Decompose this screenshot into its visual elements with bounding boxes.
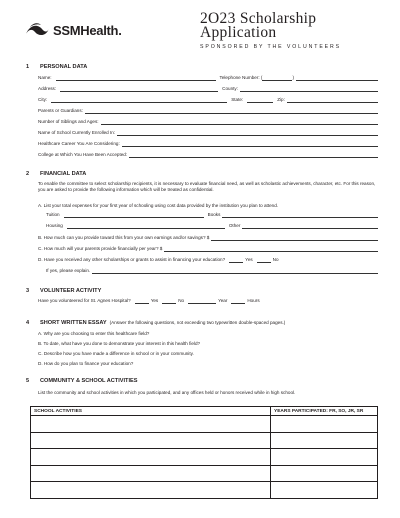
volunteer-year-label: Year	[218, 298, 228, 303]
table-row	[31, 449, 378, 466]
logo-text: SSMHealth.	[53, 22, 122, 38]
section-title: SHORT WRITTEN ESSAY	[40, 320, 107, 326]
career-label: Healthcare Career You Are Considering:	[38, 141, 120, 146]
essay-question-a: A. Why are you choosing to enter this healthcare field?	[38, 331, 150, 336]
question-d-label: D. Have you received any other scholarships or grants to assist in financing your education?	[38, 257, 226, 262]
volunteer-yes-label: Yes	[150, 298, 159, 303]
years-cell[interactable]	[271, 449, 378, 466]
section-number: 3	[26, 288, 30, 294]
section-title: PERSONAL DATA	[40, 64, 88, 70]
volunteer-hours-label: Hours	[247, 298, 260, 303]
housing-row	[46, 223, 378, 229]
name-field[interactable]	[56, 75, 216, 81]
title-line-1: 2O23 Scholarship	[200, 10, 317, 27]
tuition-field[interactable]	[64, 212, 204, 218]
essay-question-c: C. Describe how you have made a difference in school or in your community.	[38, 351, 194, 356]
college-label: College at Which You Have Been Accepted:	[38, 152, 128, 157]
housing-label: Housing	[46, 223, 63, 228]
tuition-row	[46, 212, 378, 218]
table-row	[31, 482, 378, 499]
ssm-logo-icon	[24, 22, 50, 38]
financial-intro: To enable the committee to select scholarship recipients, it is necessary to evaluate financial need, as well as scholastic achievements, character, etc. For this reason, you are asked to provide the following information which will be treated as confidential.	[38, 181, 376, 193]
county-label: County:	[222, 86, 238, 91]
title-line-2: Application	[200, 24, 277, 41]
section-number: 2	[26, 171, 30, 177]
address-row	[38, 86, 378, 92]
books-field[interactable]	[222, 213, 378, 218]
college-row	[38, 152, 378, 158]
name-label: Name:	[38, 75, 52, 80]
address-field[interactable]	[60, 86, 218, 92]
telephone-label: Telephone Number: (	[219, 75, 263, 80]
table-row	[31, 416, 378, 433]
question-b-row	[38, 235, 378, 241]
telephone-close: )	[292, 75, 294, 80]
section-number: 4	[26, 320, 30, 326]
section-volunteer-activity	[26, 288, 101, 294]
explain-row	[46, 268, 378, 274]
city-label: City:	[38, 97, 48, 102]
other-field[interactable]	[242, 224, 378, 229]
section-title: FINANCIAL DATA	[40, 171, 87, 177]
volunteer-no-field[interactable]	[162, 298, 176, 304]
volunteer-hours-field[interactable]	[231, 298, 245, 304]
volunteer-no-label: No	[178, 298, 185, 303]
years-cell[interactable]	[271, 465, 378, 482]
yes-label: Yes	[245, 257, 253, 262]
tuition-label: Tuition	[46, 212, 60, 217]
explain-field[interactable]	[92, 269, 378, 274]
page-title	[200, 12, 316, 40]
area-code-field[interactable]	[262, 75, 292, 81]
parents-label: Parents or Guardians:	[38, 108, 83, 113]
years-cell[interactable]	[271, 416, 378, 433]
address-label: Address:	[38, 86, 57, 91]
city-row	[38, 97, 378, 103]
school-row	[38, 130, 378, 136]
table-header-row	[31, 407, 378, 416]
siblings-label: Number of Siblings and Ages:	[38, 119, 99, 124]
volunteer-row	[38, 298, 260, 304]
siblings-row	[38, 119, 378, 125]
question-d-row	[38, 257, 279, 263]
state-label: State:	[231, 97, 244, 102]
section-personal-data	[26, 64, 87, 70]
activity-cell[interactable]	[31, 482, 271, 499]
volunteer-year-field[interactable]	[188, 298, 216, 304]
activity-cell[interactable]	[31, 465, 271, 482]
no-label: No	[272, 257, 279, 262]
telephone-field[interactable]	[296, 76, 378, 81]
section-number: 1	[26, 64, 30, 70]
section-title: VOLUNTEER ACTIVITY	[40, 288, 102, 294]
sponsor-line: SPONSORED BY THE VOLUNTEERS	[200, 44, 342, 50]
section-short-essay	[26, 320, 285, 326]
parents-amount-field[interactable]	[164, 247, 378, 252]
other-label: Other	[228, 223, 241, 228]
zip-label: Zip:	[277, 97, 285, 102]
table-row	[31, 465, 378, 482]
parents-field[interactable]	[85, 109, 378, 114]
career-row	[38, 141, 378, 147]
activities-intro: List the community and school activities in which you participated, and any offices held or honors received while in high school.	[38, 390, 296, 395]
school-activities-header: SCHOOL ACTIVITIES	[31, 407, 271, 416]
explain-label: If yes, please explain.	[46, 268, 91, 273]
scholarship-no-field[interactable]	[257, 257, 271, 263]
essay-question-d: D. How do you plan to finance your education?	[38, 361, 134, 366]
section-number: 5	[26, 378, 30, 384]
earnings-field[interactable]	[211, 236, 378, 241]
books-label: Books	[207, 212, 221, 217]
city-field[interactable]	[51, 97, 227, 103]
state-field[interactable]	[247, 97, 273, 103]
siblings-field[interactable]	[101, 120, 378, 125]
parents-row	[38, 108, 378, 114]
financial-question-a: A. List your total expenses for your first year of schooling using cost data provided by the institution you plan to attend.	[38, 203, 279, 208]
table-row	[31, 432, 378, 449]
college-field[interactable]	[129, 153, 378, 158]
question-b-label: B. How much can you provide toward this from your own earnings and/or savings? $	[38, 235, 210, 240]
question-c-label: C. How much will your parents provide financially per year? $	[38, 246, 163, 251]
activity-cell[interactable]	[31, 449, 271, 466]
years-cell[interactable]	[271, 482, 378, 499]
section-note: (Answer the following questions, not exceeding two typewritten double-spaced pages.)	[109, 320, 286, 325]
activity-cell[interactable]	[31, 416, 271, 433]
section-community-activities	[26, 378, 137, 384]
years-cell[interactable]	[271, 432, 378, 449]
volunteer-question: Have you volunteered for St. Agnes Hospital?	[38, 298, 131, 303]
section-financial-data	[26, 171, 86, 177]
logo	[24, 22, 122, 38]
essay-question-b: B. To date, what have you done to demonstrate your interest in this health field?	[38, 341, 201, 346]
activity-cell[interactable]	[31, 432, 271, 449]
career-field[interactable]	[122, 142, 378, 147]
activities-table	[30, 406, 378, 499]
name-row	[38, 75, 378, 81]
question-c-row	[38, 246, 378, 252]
scholarship-yes-field[interactable]	[229, 257, 243, 263]
housing-field[interactable]	[67, 223, 225, 229]
section-title: COMMUNITY & SCHOOL ACTIVITIES	[40, 378, 138, 384]
school-label: Name of School Currently Enrolled In:	[38, 130, 116, 135]
zip-field[interactable]	[287, 98, 378, 103]
volunteer-yes-field[interactable]	[135, 298, 149, 304]
years-participated-header: YEARS PARTICIPATED: FR, SO, JR, SR	[271, 407, 378, 416]
county-field[interactable]	[240, 87, 378, 92]
school-field[interactable]	[117, 131, 378, 136]
